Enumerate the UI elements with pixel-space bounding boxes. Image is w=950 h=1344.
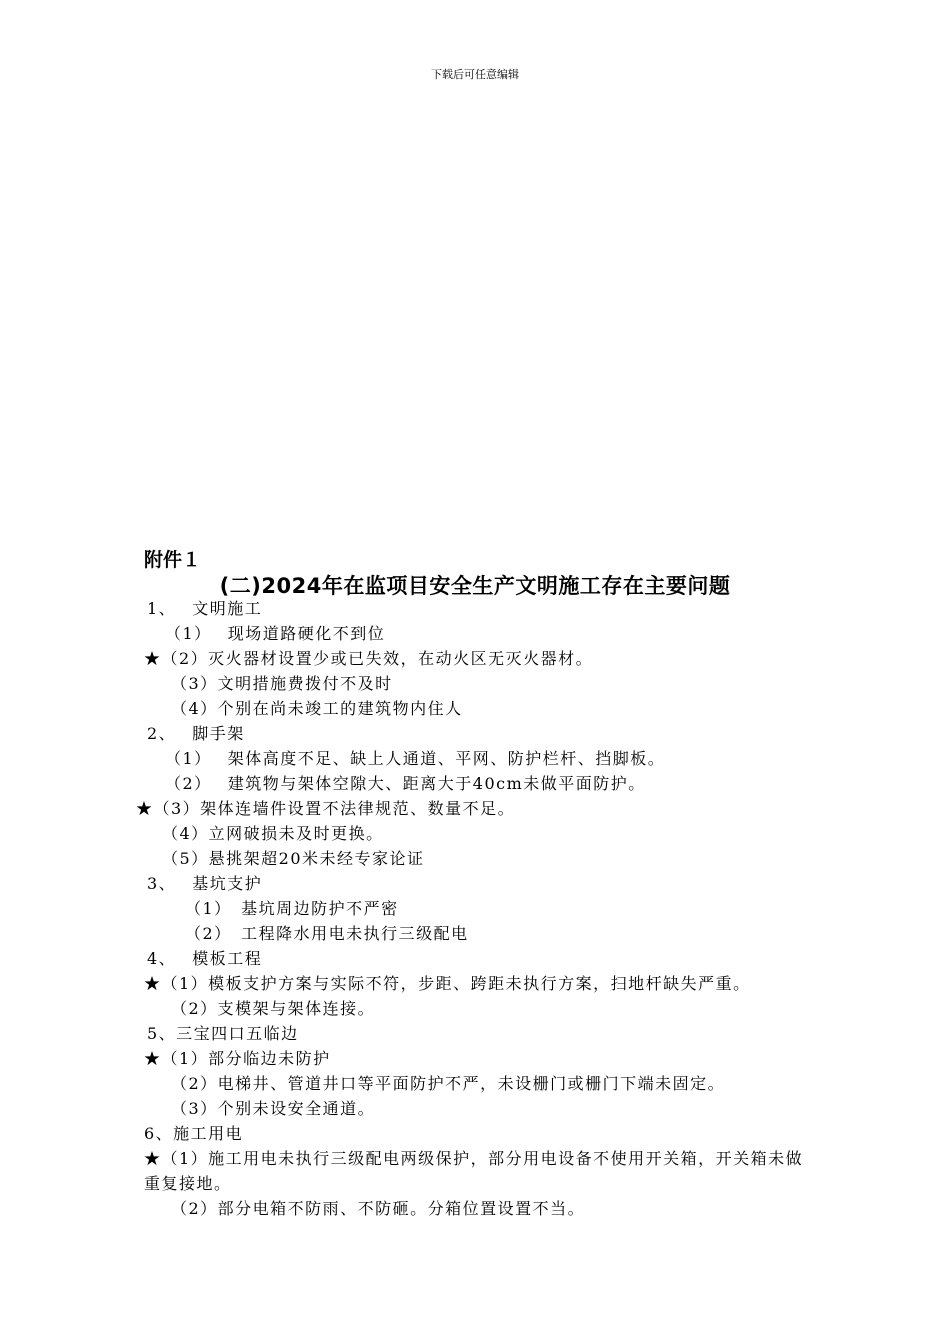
attachment-label: 附件１ [144,549,202,571]
header-note: 下载后可任意编辑 [431,68,519,81]
section-heading-electricity: 6、施工用电 [144,1124,244,1143]
list-item: （2）支模架与架体连接。 [171,999,376,1018]
list-item: （2）电梯井、管道井口等平面防护不严，未设栅门或栅门下端未固定。 [171,1074,726,1093]
list-item: （4）个别在尚未竣工的建筑物内住人 [171,699,463,718]
list-item: （2） 建筑物与架体空隙大、距离大于40cm未做平面防护。 [165,774,646,793]
list-item: （2）部分电箱不防雨、不防砸。分箱位置设置不当。 [171,1199,586,1218]
section-heading-civilized-construction: 1、 文明施工 [147,599,263,618]
section-heading-formwork: 4、 模板工程 [147,949,263,968]
list-item-starred: ★（1）施工用电未执行三级配电两级保护，部分用电设备不使用开关箱，开关箱未做重复接地。 [144,1149,804,1193]
list-item-starred: ★（2）灭火器材设置少或已失效，在动火区无灭火器材。 [144,649,594,668]
list-item: （1） 基坑周边防护不严密 [185,899,399,918]
list-item: （2） 工程降水用电未执行三级配电 [185,924,469,943]
document-title: (二)2024年在监项目安全生产文明施工存在主要问题 [219,574,731,598]
list-item: （4）立网破损未及时更换。 [162,824,384,843]
list-item-starred: ★（1）部分临边未防护 [144,1049,331,1068]
list-item: （1） 架体高度不足、缺上人通道、平网、防护栏杆、挡脚板。 [165,749,666,768]
section-heading-scaffolding: 2、 脚手架 [147,724,245,743]
section-heading-foundation-pit: 3、 基坑支护 [147,874,263,893]
list-item: （3）文明措施费拨付不及时 [171,674,393,693]
list-item-starred: ★（1）模板支护方案与实际不符，步距、跨距未执行方案，扫地杆缺失严重。 [144,974,751,993]
list-item-starred: ★（3）架体连墙件设置不法律规范、数量不足。 [136,799,516,818]
list-item: （3）个别未设安全通道。 [171,1099,376,1118]
list-item: （5）悬挑架超20米未经专家论证 [162,849,425,868]
list-item: （1） 现场道路硬化不到位 [165,624,386,643]
section-heading-three-treasures: 5、三宝四口五临边 [147,1024,299,1043]
